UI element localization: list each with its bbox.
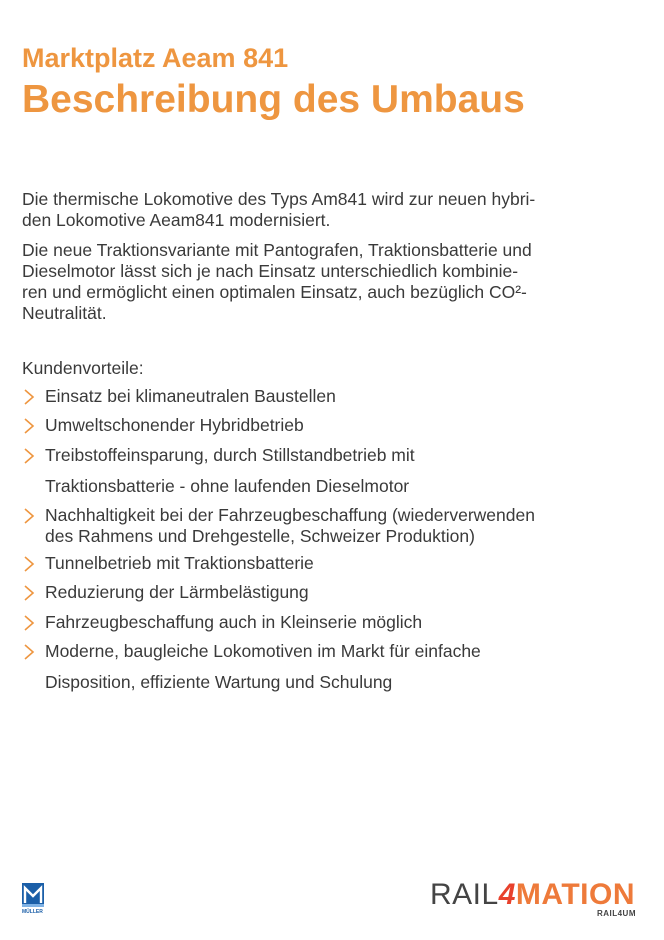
chevron-right-icon	[22, 614, 36, 632]
brand-rail: RAIL	[430, 878, 499, 911]
benefits-heading: Kundenvorteile:	[22, 358, 144, 378]
paragraph-line: Die thermische Lokomotive des Typs Am841 wird zur neuen hybri-	[22, 189, 536, 209]
paragraph-line: Die neue Traktionsvariante mit Pantografen, Traktionsbatterie und	[22, 240, 532, 260]
rail4mation-wordmark	[430, 878, 635, 912]
benefit-line: Fahrzeugbeschaffung auch in Kleinserie möglich	[45, 612, 423, 632]
chevron-right-icon	[22, 584, 36, 602]
paragraph-line: den Lokomotive Aeam841 modernisiert.	[22, 210, 331, 230]
chevron-right-icon	[22, 507, 36, 525]
benefit-text	[45, 641, 481, 693]
chevron-right-icon	[22, 388, 36, 406]
rail4mation-logo	[430, 878, 636, 922]
benefit-line: Nachhaltigkeit bei der Fahrzeugbeschaffung (wiederverwenden	[45, 505, 535, 525]
document-title: Beschreibung des Umbaus	[22, 78, 525, 121]
chevron-right-icon	[22, 417, 36, 435]
benefit-line: Treibstoffeinsparung, durch Stillstandbetrieb mit	[45, 445, 415, 465]
benefit-text	[45, 582, 309, 603]
benefit-line: Moderne, baugleiche Lokomotiven im Markt für einfache	[45, 641, 481, 661]
rail4um-label: RAIL4UM	[596, 909, 636, 918]
paragraph-line: Dieselmotor lässt sich je nach Einsatz unterschiedlich kombinie-	[22, 261, 519, 281]
muller-logo-icon	[22, 883, 44, 907]
paragraph-line: ren und ermöglicht einen optimalen Einsatz, auch bezüglich CO²-	[22, 282, 527, 302]
muller-logo	[22, 883, 48, 923]
benefit-text	[45, 505, 535, 547]
description-paragraph-1	[22, 189, 642, 231]
benefit-line: Reduzierung der Lärmbelästigung	[45, 582, 309, 602]
benefit-line: des Rahmens und Drehgestelle, Schweizer Produktion)	[45, 526, 475, 546]
benefit-text	[45, 415, 304, 436]
chevron-right-icon	[22, 447, 36, 465]
benefit-line: Tunnelbetrieb mit Traktionsbatterie	[45, 553, 314, 573]
benefit-text	[45, 553, 314, 574]
benefit-text	[45, 445, 415, 497]
chevron-right-icon	[22, 643, 36, 661]
benefit-line: Disposition, effiziente Wartung und Schulung	[45, 672, 393, 692]
document-subtitle: Marktplatz Aeam 841	[22, 43, 289, 73]
benefit-text	[45, 386, 336, 407]
description-paragraph-2	[22, 240, 642, 324]
brand-mation: MATION	[515, 878, 635, 911]
muller-logo-text: MÜLLER	[22, 909, 43, 915]
brand-four: 4	[498, 878, 516, 911]
benefit-line: Umweltschonender Hybridbetrieb	[45, 415, 304, 435]
chevron-right-icon	[22, 555, 36, 573]
paragraph-line: Neutralität.	[22, 303, 107, 323]
benefit-line: Einsatz bei klimaneutralen Baustellen	[45, 386, 336, 406]
benefit-line: Traktionsbatterie - ohne laufenden Dieselmotor	[45, 476, 410, 496]
benefit-text	[45, 612, 422, 633]
